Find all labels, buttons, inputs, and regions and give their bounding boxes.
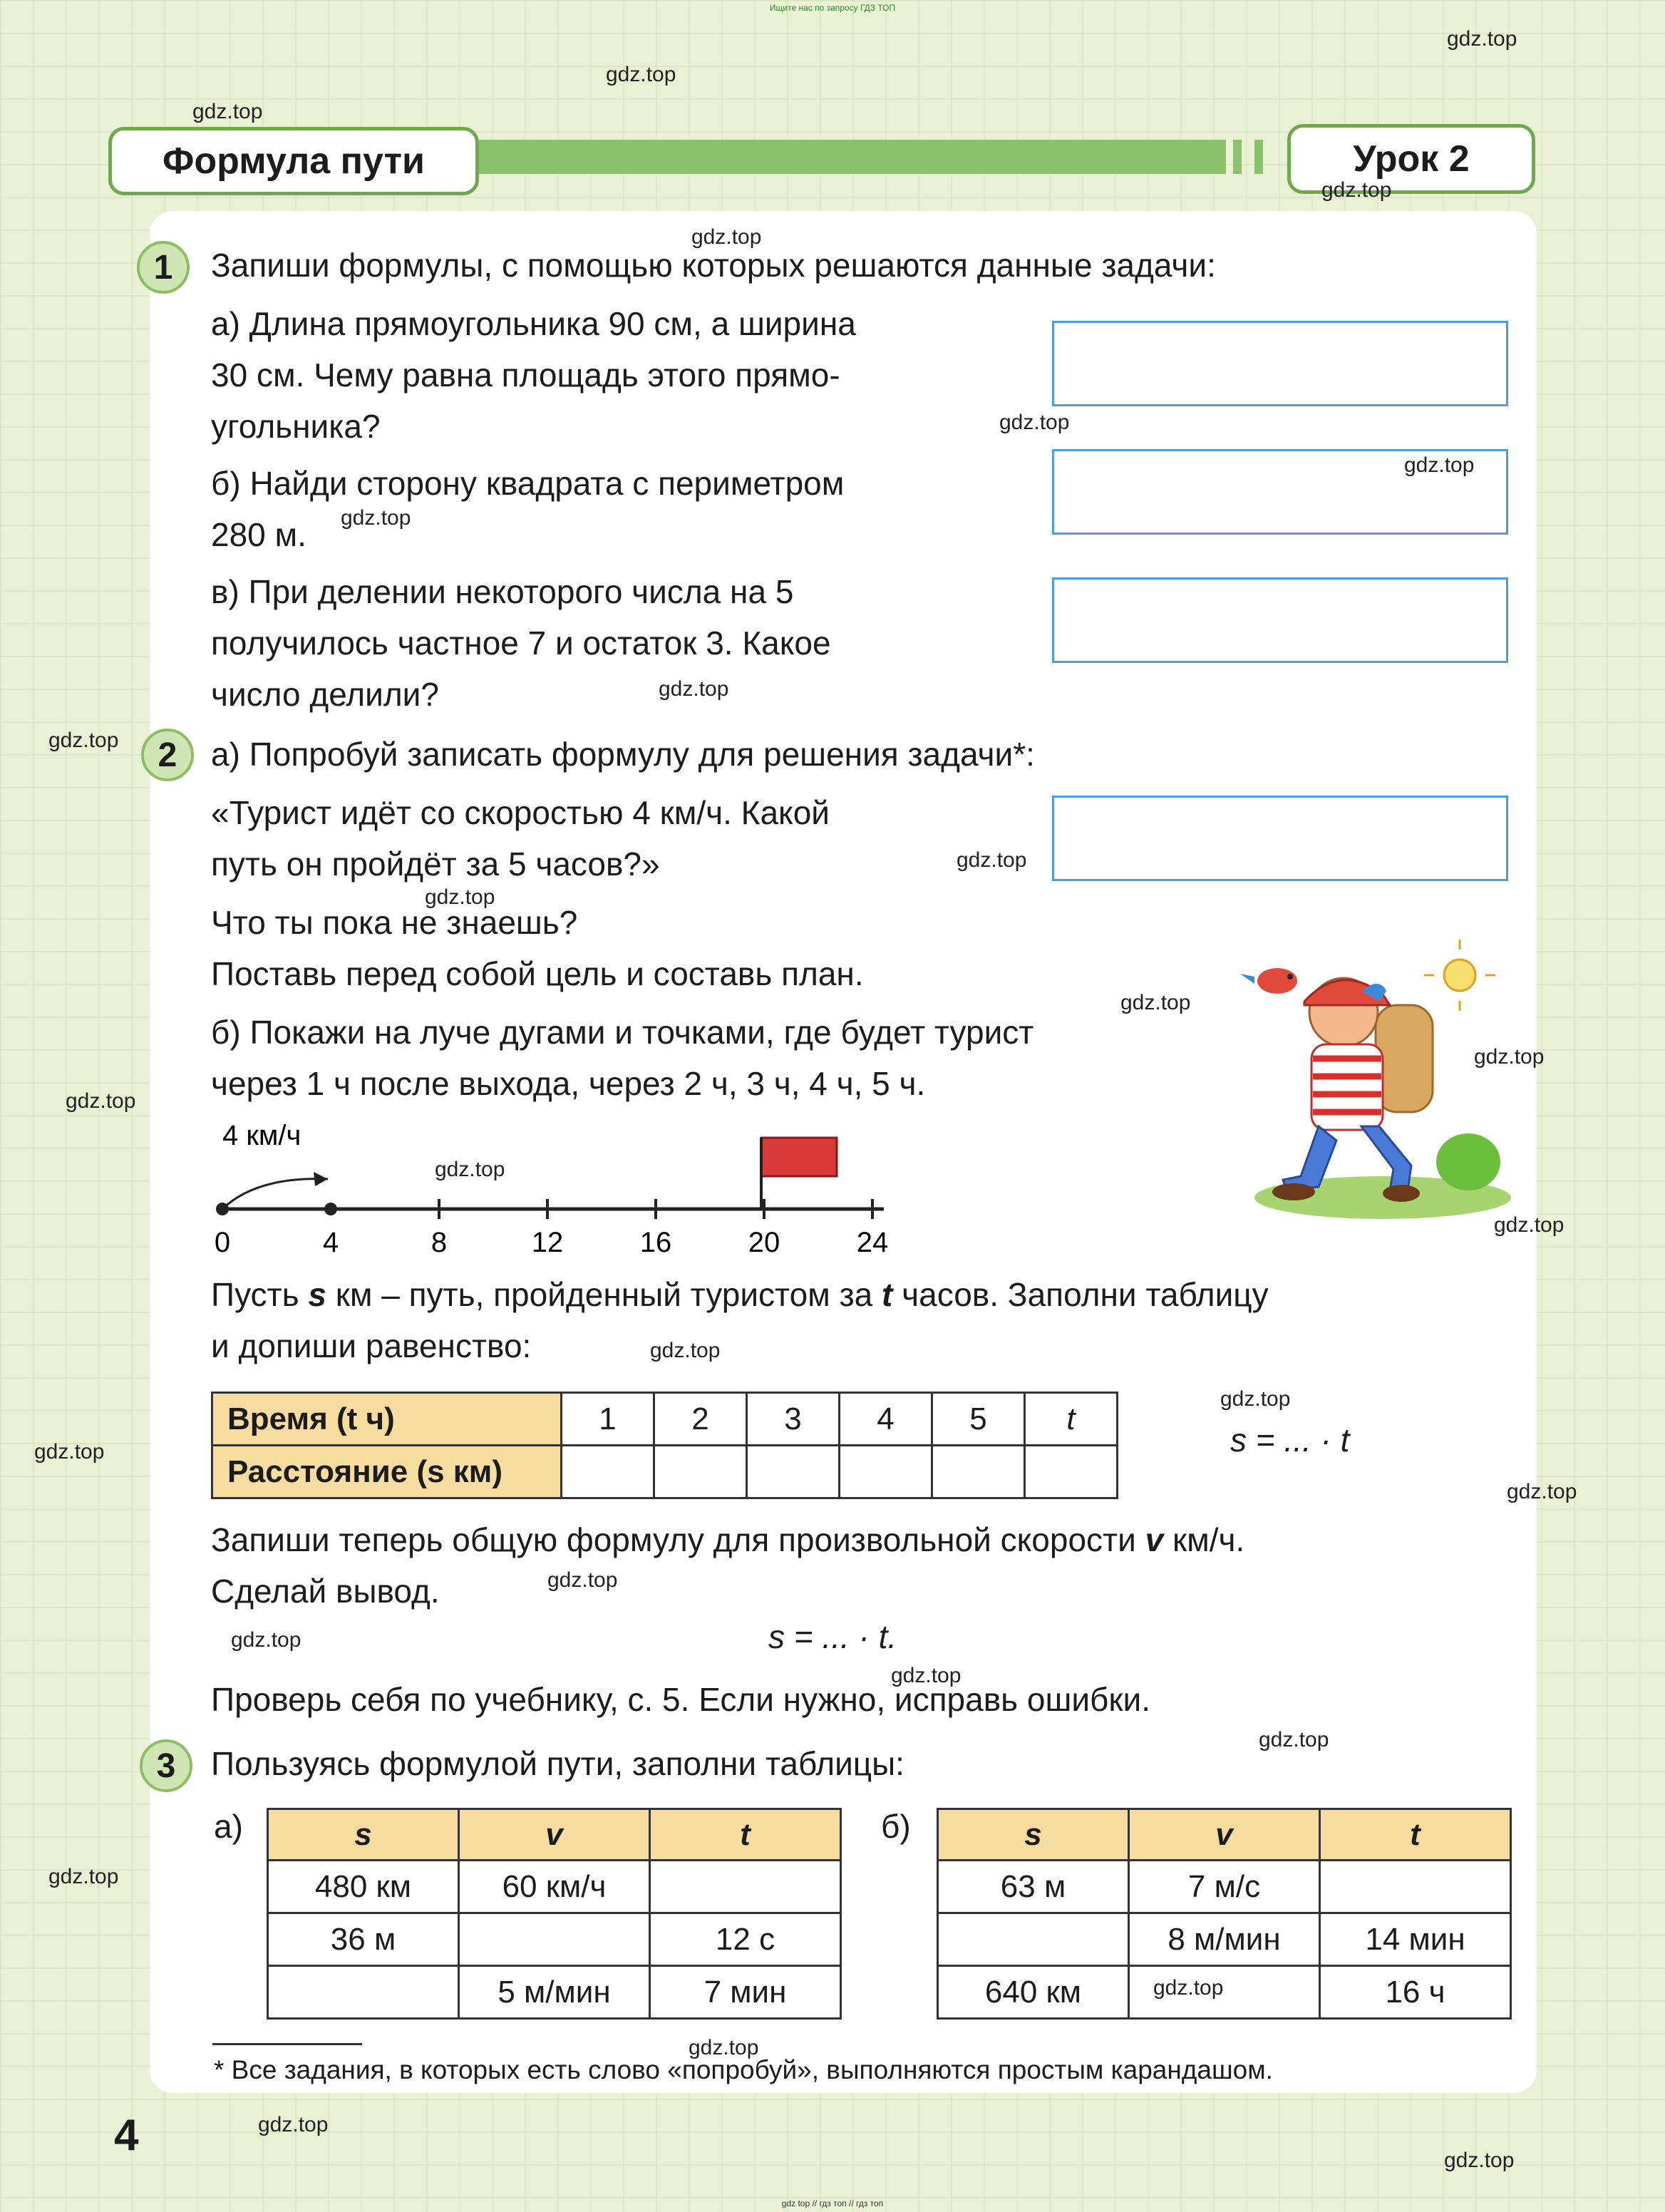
watermark-text: gdz.top: [1404, 453, 1475, 477]
page-number: 4: [114, 2111, 139, 2160]
ray-tick-label: 24: [856, 1227, 889, 1255]
task-2a-line: путь он пройдёт за 5 часов?»: [211, 845, 660, 883]
general-unit: км/ч.: [1172, 1521, 1245, 1558]
watermark-text: gdz.top: [34, 1440, 105, 1463]
task-1-intro: Запиши формулы, с помощью которых решаются данные задачи:: [211, 247, 1216, 284]
table-cell[interactable]: 5 м/мин: [459, 1966, 650, 2019]
conclusion-line: Сделай вывод.: [211, 1573, 440, 1610]
task-2a-line: а) Попробуй записать формулу для решения задачи*:: [211, 736, 1035, 773]
top-note: Ищите нас по запросу ГДЗ ТОП: [769, 3, 896, 13]
column-header: s: [268, 1809, 459, 1861]
let-mid: км – путь, пройденный туристом за: [335, 1276, 873, 1313]
time-distance-table: [211, 1391, 1118, 1499]
watermark-text: gdz.top: [341, 506, 411, 530]
watermark-text: gdz.top: [192, 100, 263, 123]
watermark-text: gdz.top: [1259, 1728, 1329, 1751]
table-cell[interactable]: [562, 1446, 654, 1498]
tourist-illustration: [1233, 934, 1518, 1226]
watermark-text: gdz.top: [1494, 1213, 1565, 1237]
table-a-label: а): [214, 1808, 243, 1845]
watermark-text: gdz.top: [231, 1628, 301, 1652]
footnote: * Все задания, в которых есть слово «попробуй», выполняются простым карандашом.: [214, 2055, 1273, 2084]
task-2a-line: Что ты пока не знаешь?: [211, 904, 578, 941]
task-1a-line: угольника?: [211, 408, 381, 445]
watermark-text: gdz.top: [1474, 1045, 1545, 1069]
ray-tick-label: 8: [431, 1227, 448, 1255]
let-word: Пусть: [211, 1276, 299, 1313]
table-row: [268, 1861, 841, 1913]
table-cell[interactable]: [938, 1913, 1129, 1966]
table-cell[interactable]: 5: [932, 1393, 1025, 1446]
v-variable: v: [1145, 1521, 1164, 1558]
table-cell[interactable]: 1: [562, 1393, 654, 1446]
table-cell[interactable]: 640 км: [938, 1966, 1129, 2019]
let-line-2: и допиши равенство:: [211, 1327, 532, 1364]
watermark-text: gdz.top: [66, 1089, 136, 1113]
watermark-text: gdz.top: [547, 1568, 618, 1592]
watermark-text: gdz.top: [1444, 2149, 1515, 2172]
task-1b-line: б) Найди сторону квадрата с периметром: [211, 465, 845, 502]
task-3b-table: [937, 1808, 1512, 2020]
number-ray: [200, 1112, 912, 1255]
task-2b-line: через 1 ч после выхода, через 2 ч, 3 ч, 4 ч, 5 ч.: [211, 1065, 926, 1102]
answer-box-2a[interactable]: [1052, 796, 1508, 881]
table-row: [938, 1913, 1511, 1966]
watermark-text: gdz.top: [1507, 1480, 1577, 1503]
table-row: [268, 1913, 841, 1966]
general-formula-line: [211, 1514, 1244, 1565]
task-2a-line: «Турист идёт со скоростью 4 км/ч. Какой: [211, 794, 830, 831]
task-3-number: 3: [140, 1739, 192, 1792]
watermark-text: gdz.top: [691, 225, 762, 249]
ray-tick-label: 4: [322, 1227, 339, 1255]
column-header: t: [650, 1809, 841, 1861]
check-line: Проверь себя по учебнику, с. 5. Если нужно, исправь ошибки.: [211, 1681, 1151, 1718]
table-header-row: [938, 1809, 1511, 1861]
table-cell[interactable]: [268, 1966, 459, 2019]
equation-s-t: s = ... · t: [1230, 1421, 1350, 1459]
watermark-text: gdz.top: [957, 848, 1027, 872]
task-3a-table: [267, 1808, 842, 2020]
task-1a-line: а) Длина прямоугольника 90 см, а ширина: [211, 305, 856, 342]
column-header: v: [1129, 1809, 1320, 1861]
table-cell[interactable]: 3: [747, 1393, 840, 1446]
table-cell[interactable]: [459, 1913, 650, 1966]
watermark-text: gdz.top: [650, 1339, 721, 1362]
speed-arc: [222, 1179, 328, 1209]
table-row: [938, 1966, 1511, 2019]
let-end: часов. Заполни таблицу: [902, 1276, 1269, 1313]
watermark-text: gdz.top: [425, 885, 495, 909]
table-row: [212, 1446, 1118, 1498]
task-1b-line: 280 м.: [211, 516, 306, 553]
watermark-text: gdz.top: [999, 411, 1070, 434]
task-2b-line: б) Покажи на луче дугами и точками, где будет турист: [211, 1014, 1034, 1051]
task-1a-line: 30 см. Чему равна площадь этого прямо-: [211, 356, 840, 393]
table-cell[interactable]: 2: [654, 1393, 747, 1446]
task-3-intro: Пользуясь формулой пути, заполни таблицы:: [211, 1745, 904, 1782]
task-1c-line: получилось частное 7 и остаток 3. Какое: [211, 624, 831, 662]
column-header: v: [459, 1809, 650, 1861]
header-stripes: [1212, 140, 1263, 174]
table-cell[interactable]: 7 мин: [650, 1966, 841, 2019]
ray-point: [216, 1203, 229, 1215]
table-cell[interactable]: 480 км: [268, 1861, 459, 1913]
task-1c-line: число делили?: [211, 676, 439, 713]
table-cell[interactable]: 63 м: [938, 1861, 1129, 1913]
watermark-text: gdz.top: [689, 2036, 759, 2059]
watermark-text: gdz.top: [606, 63, 676, 86]
section-title: Формула пути: [108, 127, 479, 195]
speed-label: 4 км/ч: [222, 1120, 301, 1151]
watermark-text: gdz.top: [435, 1158, 505, 1181]
table-cell[interactable]: [747, 1446, 840, 1498]
table-cell[interactable]: [654, 1446, 747, 1498]
table-cell[interactable]: [840, 1446, 932, 1498]
speed-arrowhead: [314, 1172, 328, 1186]
table-cell[interactable]: 16 ч: [1320, 1966, 1511, 2019]
task-1c-line: в) При делении некоторого числа на 5: [211, 573, 794, 610]
table-cell[interactable]: t: [1025, 1393, 1118, 1446]
column-header: s: [938, 1809, 1129, 1861]
watermark-text: gdz.top: [1447, 27, 1517, 51]
watermark-text: gdz.top: [1153, 1976, 1224, 2000]
task-2-number: 2: [141, 729, 194, 781]
time-row-label: Время (t ч): [212, 1393, 562, 1446]
table-row: [212, 1393, 1118, 1446]
watermark-text: gdz.top: [48, 1865, 119, 1888]
answer-box-1a[interactable]: [1052, 321, 1508, 406]
watermark-text: gdz.top: [1220, 1387, 1291, 1411]
answer-box-1c[interactable]: [1052, 577, 1508, 663]
ray-tick-label: 16: [639, 1227, 672, 1255]
watermark-text: gdz.top: [258, 2113, 329, 2136]
table-cell[interactable]: [1320, 1861, 1511, 1913]
ray-tick-label: 12: [531, 1227, 564, 1255]
t-variable: t: [882, 1276, 893, 1313]
watermark-text: gdz.top: [1120, 991, 1191, 1014]
watermark-text: gdz.top: [48, 729, 119, 752]
task-1-number: 1: [137, 241, 190, 294]
ray-tick-label: 0: [214, 1227, 231, 1255]
table-b-label: б): [881, 1808, 911, 1845]
footnote-divider: [212, 2043, 362, 2045]
table-row: [938, 1861, 1511, 1913]
equation-general: s = ... · t.: [768, 1618, 897, 1655]
table-cell[interactable]: 7 м/с: [1129, 1861, 1320, 1913]
table-cell[interactable]: 4: [840, 1393, 932, 1446]
general-text: Запиши теперь общую формулу для произвольной скорости: [211, 1521, 1136, 1558]
ray-tick-label: 20: [748, 1227, 780, 1255]
table-cell[interactable]: 36 м: [268, 1913, 459, 1966]
table-cell[interactable]: [932, 1446, 1025, 1498]
distance-row-label: Расстояние (s км): [212, 1446, 562, 1498]
table-cell[interactable]: 12 с: [650, 1913, 841, 1966]
table-cell[interactable]: [650, 1861, 841, 1913]
ray-point: [324, 1203, 337, 1215]
s-variable: s: [308, 1276, 326, 1313]
table-row: [268, 1966, 841, 2019]
table-header-row: [268, 1809, 841, 1861]
watermark-text: gdz.top: [1321, 178, 1392, 202]
table-cell[interactable]: [1025, 1446, 1118, 1498]
let-line-1: [211, 1269, 1269, 1320]
task-2a-line: Поставь перед собой цель и составь план.: [211, 955, 864, 992]
watermark-text: gdz.top: [659, 677, 729, 701]
watermark-text: gdz.top: [891, 1664, 962, 1687]
flag-marker: [761, 1138, 837, 1176]
lesson-badge: Урок 2: [1287, 124, 1535, 194]
bottom-note: gdz top // гдз топ // гдз топ: [781, 2198, 884, 2208]
table-cell[interactable]: 60 км/ч: [459, 1861, 650, 1913]
column-header: t: [1320, 1809, 1511, 1861]
table-cell[interactable]: 14 мин: [1320, 1913, 1511, 1966]
table-cell[interactable]: 8 м/мин: [1129, 1913, 1320, 1966]
